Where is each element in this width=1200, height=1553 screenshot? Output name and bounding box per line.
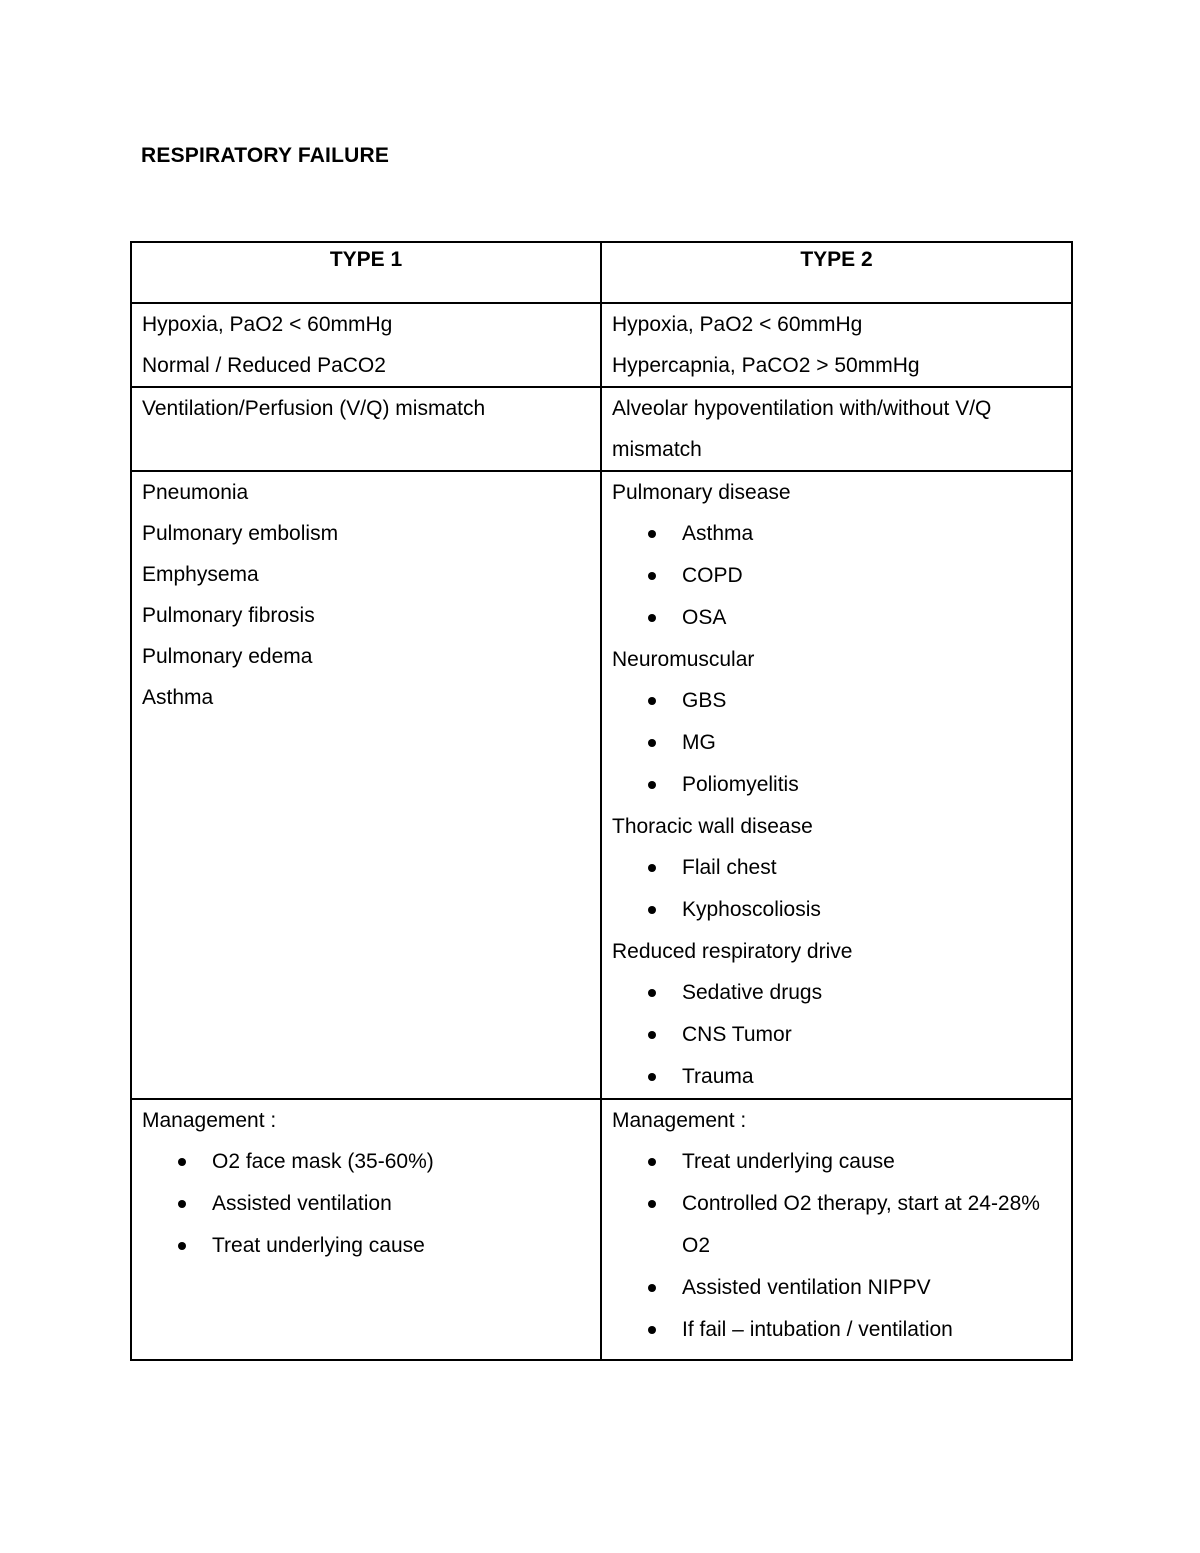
bullet-icon bbox=[648, 697, 656, 705]
list-item-text: Poliomyelitis bbox=[682, 773, 799, 796]
list-item bbox=[142, 1183, 590, 1225]
cause-item: Pulmonary edema bbox=[142, 645, 313, 668]
bullet-icon bbox=[178, 1242, 186, 1250]
mechanism-type-1 bbox=[131, 387, 601, 471]
mechanism-type-2 bbox=[601, 387, 1072, 471]
list-item-text: MG bbox=[682, 731, 716, 754]
bullet-icon bbox=[648, 864, 656, 872]
cause-group-label: Reduced respiratory drive bbox=[612, 940, 853, 963]
bullet-icon bbox=[648, 906, 656, 914]
list-item bbox=[612, 847, 1061, 889]
bullet-icon bbox=[178, 1158, 186, 1166]
bullet-icon bbox=[648, 572, 656, 580]
cause-item: Emphysema bbox=[142, 563, 259, 586]
list-item-text: Sedative drugs bbox=[682, 981, 823, 1004]
list-item bbox=[612, 680, 1061, 722]
table-header-row bbox=[131, 242, 1072, 303]
cause-item: Asthma bbox=[142, 686, 214, 709]
management-label: Management : bbox=[612, 1109, 747, 1132]
list-item bbox=[612, 1183, 1061, 1267]
list-item bbox=[612, 1309, 1061, 1351]
management-label: Management : bbox=[142, 1109, 277, 1132]
table-row-mechanism bbox=[131, 387, 1072, 471]
mechanism-type-2-text: Alveolar hypoventilation with/without V/Q mismatch bbox=[612, 397, 992, 461]
bullet-icon bbox=[648, 1031, 656, 1039]
cause-group-list bbox=[612, 847, 1061, 931]
definition-type-2-line: Hypoxia, PaO2 < 60mmHg bbox=[612, 313, 863, 336]
management-type-2 bbox=[601, 1099, 1072, 1360]
page-title: RESPIRATORY FAILURE bbox=[141, 144, 390, 167]
list-item-text: Assisted ventilation NIPPV bbox=[682, 1276, 931, 1299]
bullet-icon bbox=[648, 1073, 656, 1081]
list-item-text: If fail – intubation / ventilation bbox=[682, 1318, 953, 1341]
list-item bbox=[612, 889, 1061, 931]
mechanism-type-1-text: Ventilation/Perfusion (V/Q) mismatch bbox=[142, 397, 486, 420]
header-type-2: TYPE 2 bbox=[601, 242, 1072, 303]
header-type-1: TYPE 1 bbox=[131, 242, 601, 303]
list-item-text: Controlled O2 therapy, start at 24-28% O2 bbox=[682, 1192, 1040, 1257]
definition-type-2 bbox=[601, 303, 1072, 387]
definition-type-1-line: Normal / Reduced PaCO2 bbox=[142, 354, 386, 377]
definition-type-1 bbox=[131, 303, 601, 387]
bullet-icon bbox=[648, 530, 656, 538]
bullet-icon bbox=[648, 1200, 656, 1208]
bullet-icon bbox=[648, 1158, 656, 1166]
list-item bbox=[612, 972, 1061, 1014]
bullet-icon bbox=[648, 781, 656, 789]
bullet-icon bbox=[178, 1200, 186, 1208]
list-item-text: Trauma bbox=[682, 1065, 754, 1088]
bullet-icon bbox=[648, 1284, 656, 1292]
list-item bbox=[612, 513, 1061, 555]
list-item-text: O2 face mask (35-60%) bbox=[212, 1150, 434, 1173]
list-item-text: COPD bbox=[682, 564, 743, 587]
list-item-text: CNS Tumor bbox=[682, 1023, 792, 1046]
list-item bbox=[612, 764, 1061, 806]
cause-item: Pulmonary fibrosis bbox=[142, 604, 315, 627]
cause-item: Pneumonia bbox=[142, 481, 249, 504]
cause-item: Pulmonary embolism bbox=[142, 522, 339, 545]
management-type-1 bbox=[131, 1099, 601, 1360]
definition-type-2-line: Hypercapnia, PaCO2 > 50mmHg bbox=[612, 354, 920, 377]
bullet-icon bbox=[648, 1326, 656, 1334]
list-item bbox=[612, 1141, 1061, 1183]
list-item-text: Treat underlying cause bbox=[682, 1150, 895, 1173]
list-item bbox=[612, 722, 1061, 764]
list-item-text: Flail chest bbox=[682, 856, 777, 879]
list-item bbox=[612, 597, 1061, 639]
list-item bbox=[612, 1267, 1061, 1309]
list-item-text: Asthma bbox=[682, 522, 754, 545]
list-item bbox=[612, 1014, 1061, 1056]
list-item-text: Kyphoscoliosis bbox=[682, 898, 821, 921]
bullet-icon bbox=[648, 739, 656, 747]
bullet-icon bbox=[648, 989, 656, 997]
cause-group-list bbox=[612, 680, 1061, 806]
list-item-text: Assisted ventilation bbox=[212, 1192, 392, 1215]
cause-group-label: Thoracic wall disease bbox=[612, 815, 813, 838]
causes-type-1 bbox=[131, 471, 601, 1099]
management-list bbox=[142, 1141, 590, 1267]
cause-group-list bbox=[612, 972, 1061, 1098]
list-item-text: Treat underlying cause bbox=[212, 1234, 425, 1257]
table-row-causes bbox=[131, 471, 1072, 1099]
cause-group-label: Neuromuscular bbox=[612, 648, 755, 671]
list-item bbox=[612, 555, 1061, 597]
causes-type-2 bbox=[601, 471, 1072, 1099]
cause-group-list bbox=[612, 513, 1061, 639]
cause-group-label: Pulmonary disease bbox=[612, 481, 791, 504]
definition-type-1-line: Hypoxia, PaO2 < 60mmHg bbox=[142, 313, 393, 336]
management-list bbox=[612, 1141, 1061, 1351]
table-row-management bbox=[131, 1099, 1072, 1360]
list-item-text: OSA bbox=[682, 606, 727, 629]
respiratory-failure-table bbox=[130, 241, 1073, 1361]
list-item bbox=[142, 1225, 590, 1267]
list-item-text: GBS bbox=[682, 689, 727, 712]
bullet-icon bbox=[648, 614, 656, 622]
list-item bbox=[142, 1141, 590, 1183]
table-row-definition bbox=[131, 303, 1072, 387]
list-item bbox=[612, 1056, 1061, 1098]
